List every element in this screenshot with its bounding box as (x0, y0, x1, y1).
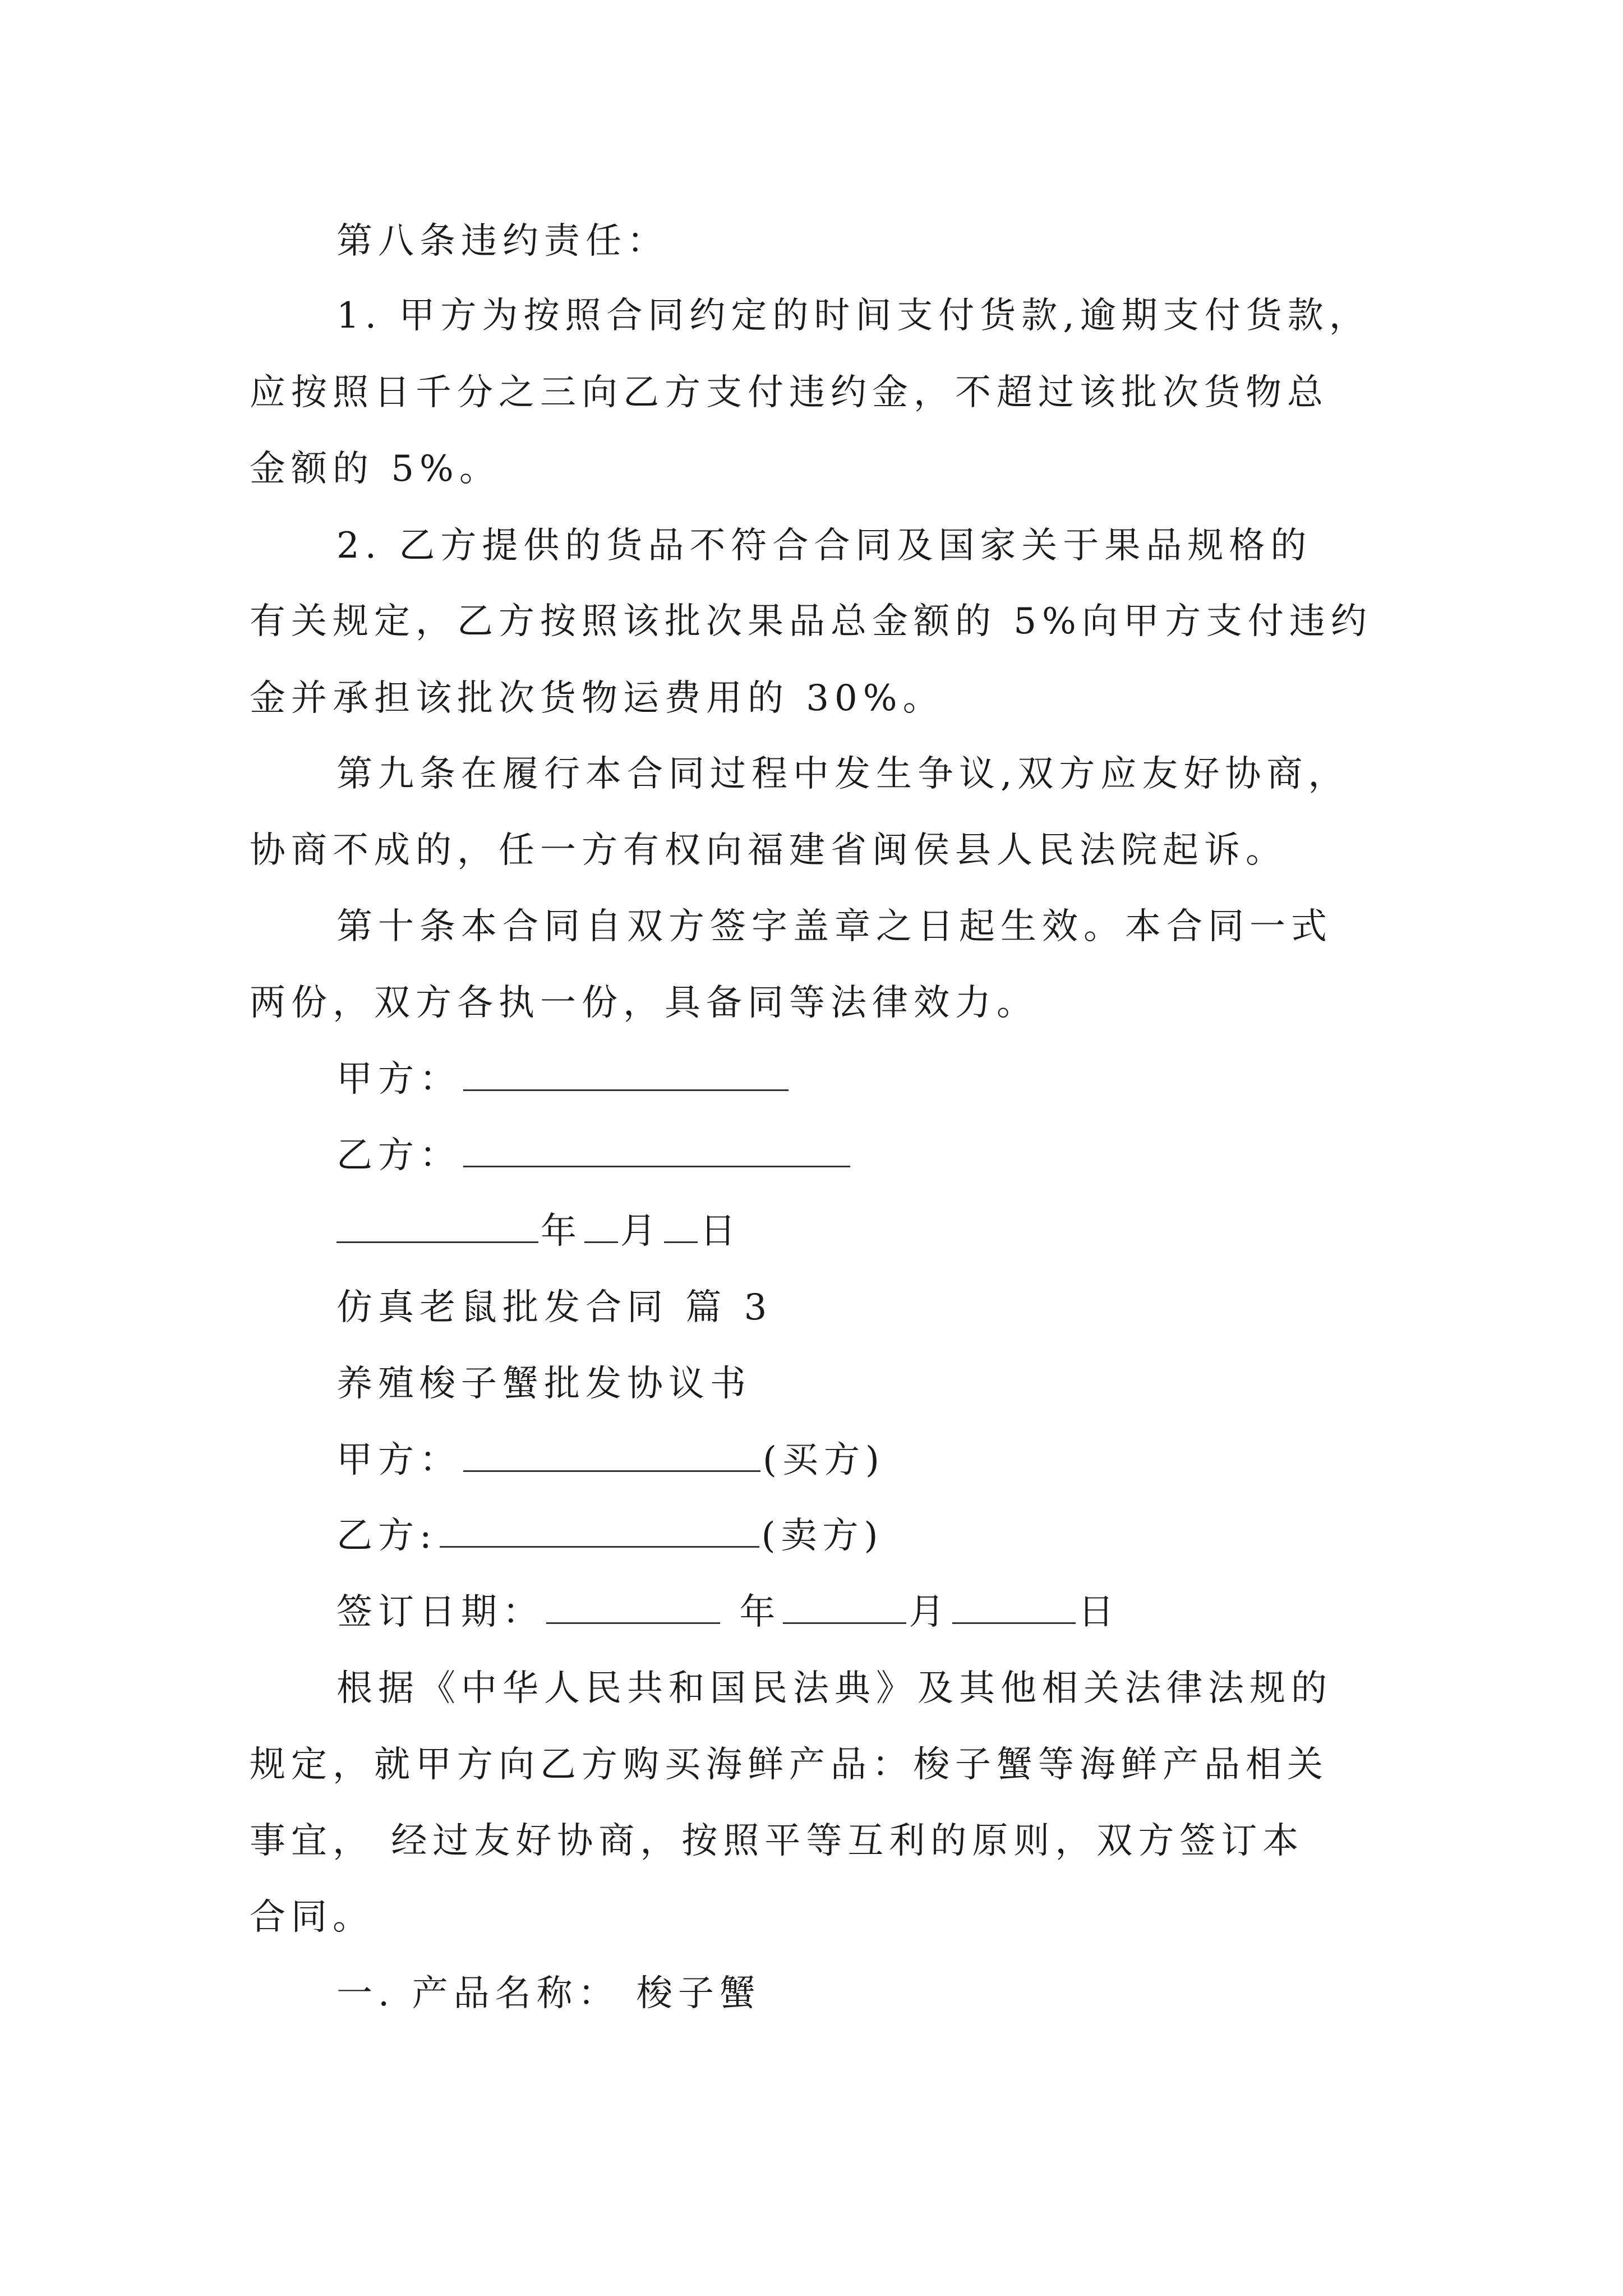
buyer-role: (买方) (763, 1439, 885, 1481)
paragraph-line: 规定，就甲方向乙方购买海鲜产品：梭子蟹等海鲜产品相关 (250, 1744, 1329, 1786)
paragraph-line: 事宜， 经过友好协商，按照平等互利的原则，双方签订本 (250, 1820, 1304, 1862)
section-heading: 仿真老鼠批发合同 篇 3 (336, 1287, 773, 1328)
paragraph-line: 根据《中华人民共和国民法典》及其他相关法律法规的 (336, 1668, 1332, 1709)
article-10-line: 第十条本合同自双方签字盖章之日起生效。本合同一式 (336, 906, 1332, 947)
article-9-line: 第九条在履行本合同过程中发生争议,双方应友好协商， (336, 753, 1350, 795)
party-a-signature-line (336, 1057, 791, 1102)
sign-month-blank[interactable] (783, 1591, 906, 1624)
party-b-signature-line (336, 1133, 852, 1178)
sign-year-blank[interactable] (546, 1591, 720, 1624)
seller-role: (卖方) (761, 1515, 884, 1557)
sign-month-label: 月 (909, 1591, 951, 1633)
date-line (336, 1209, 741, 1254)
year-label: 年 (541, 1211, 582, 1252)
seller-blank[interactable] (440, 1515, 759, 1548)
party-a-blank[interactable] (463, 1058, 789, 1091)
paragraph-line: 2. 乙方提供的货品不符合合同及国家关于果品规格的 (336, 525, 1312, 567)
day-label: 日 (700, 1211, 741, 1252)
paragraph-line: 金并承担该批次货物运费用的 30%。 (250, 678, 944, 719)
sign-year-label: 年 (739, 1591, 781, 1633)
paragraph-line: 有关规定，乙方按照该批次果品总金额的 5%向甲方支付违约 (250, 601, 1372, 642)
sign-day-blank[interactable] (952, 1591, 1076, 1624)
day-blank[interactable] (664, 1210, 698, 1243)
paragraph-line: 应按照日千分之三向乙方支付违约金，不超过该批次货物总 (250, 372, 1329, 413)
party-a-label: 甲方： (336, 1059, 461, 1100)
seller-line (336, 1513, 884, 1558)
paragraph-line: 协商不成的，任一方有权向福建省闽侯县人民法院起诉。 (250, 830, 1287, 871)
sign-date-line (336, 1590, 1119, 1635)
month-label: 月 (620, 1211, 662, 1252)
product-name-line: 一. 产品名称： 梭子蟹 (336, 1973, 762, 2014)
article-8-heading: 第八条违约责任： (336, 220, 668, 262)
party-b-blank[interactable] (463, 1134, 850, 1167)
year-blank[interactable] (336, 1210, 538, 1243)
paragraph-line: 金额的 5%。 (250, 448, 501, 490)
paragraph-line: 合同。 (250, 1897, 374, 1938)
sign-date-label: 签订日期： (336, 1591, 544, 1633)
agreement-title: 养殖梭子蟹批发协议书 (336, 1363, 751, 1405)
buyer-blank[interactable] (463, 1439, 760, 1472)
seller-label: 乙方: (336, 1515, 437, 1557)
paragraph-line: 1. 甲方为按照合同约定的时间支付货款,逾期支付货款， (336, 295, 1371, 337)
paragraph-line: 两份，双方各执一份，具备同等法律效力。 (250, 982, 1038, 1024)
buyer-label: 甲方： (336, 1439, 461, 1481)
buyer-line (336, 1438, 885, 1483)
month-blank[interactable] (584, 1210, 618, 1243)
sign-day-label: 日 (1078, 1591, 1120, 1633)
party-b-label: 乙方： (336, 1135, 461, 1176)
